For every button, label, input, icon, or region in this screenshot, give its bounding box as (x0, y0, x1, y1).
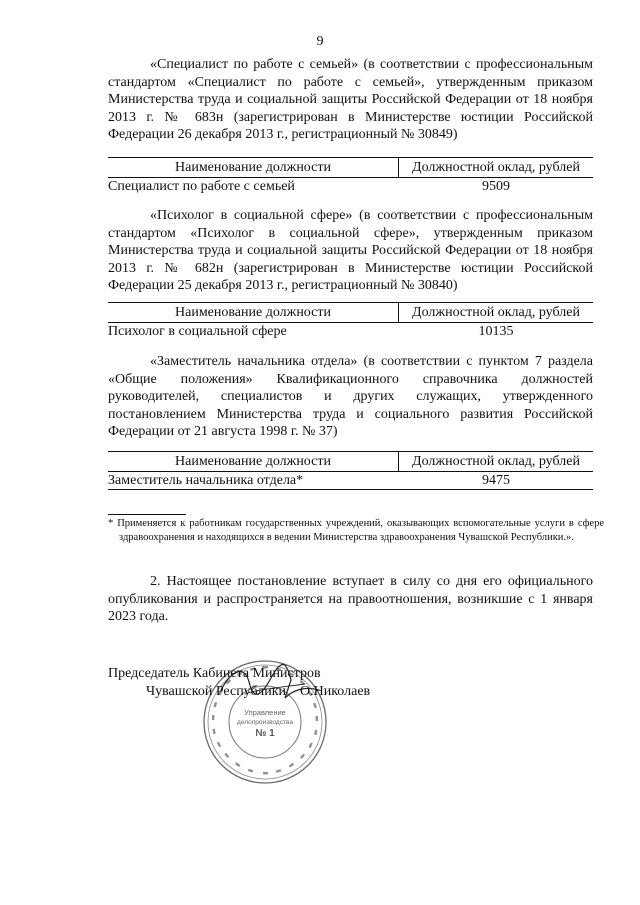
signatory-title: Председатель Кабинета Министров (108, 666, 321, 681)
header-salary: Должностной оклад, рублей (412, 160, 580, 175)
header-salary: Должностной оклад, рублей (412, 305, 580, 320)
footnote: * Применяется к работникам государственных учреждений, оказывающих вспомогательные услуги в сфере здравоохранения и находящихся в ведении Министерства здравоохранения Чувашской Республики.». (108, 518, 604, 543)
salary-table-specialist (108, 157, 593, 196)
stamp-number: № 1 (255, 728, 275, 739)
position-cell: Заместитель начальника отдела* (108, 473, 304, 488)
signatory-organization: Чувашской Республики (146, 684, 287, 699)
table-header (108, 302, 593, 323)
header-position: Наименование должности (175, 454, 331, 469)
paragraph-deputy: «Заместитель начальника отдела» (в соответствии с пунктом 7 раздела «Общие положения» Квалификационного справочника должностей руководителей, специалистов и других служащих, утвержденного постановлением Министерства труда и социального развития Российской Федерации от 21 августа 1998 г. № 37) (108, 354, 593, 440)
header-position: Наименование должности (175, 160, 331, 175)
table-header (108, 451, 593, 472)
salary-cell: 9509 (482, 179, 510, 194)
header-position: Наименование должности (175, 305, 331, 320)
stamp-center-line-1: Управление (244, 708, 286, 717)
salary-cell: 9475 (482, 473, 510, 488)
table-row (108, 472, 593, 490)
stamp-center-line-2: делопроизводства (237, 719, 293, 726)
salary-table-psychologist (108, 302, 593, 341)
signatory-name: О.Николаев (300, 684, 371, 699)
table-row (108, 323, 593, 341)
paragraph-specialist: «Специалист по работе с семьей» (в соответствии с профессиональным стандартом «Специалист по работе с семьей», утвержденным приказом Министерства труда и социальной защиты Российской Федерации от 18 ноября 2013 г. № 683н (зарегистрирован в Министерстве юстиции Российской Федерации 26 декабря 2013 г., регистрационный № 30849) (108, 57, 593, 143)
paragraph-effective-date: 2. Настоящее постановление вступает в силу со дня его официального опубликования и распространяется на правоотношения, возникшие с 1 января 2023 года. (108, 574, 593, 624)
position-cell: Психолог в социальной сфере (108, 324, 287, 339)
position-cell: Специалист по работе с семьей (108, 179, 295, 194)
paragraph-psychologist: «Психолог в социальной сфере» (в соответствии с профессиональным стандартом «Психолог в социальной сфере», утвержденным приказом Министерства труда и социальной защиты Российской Федерации от 18 ноября 2013 г. № 682н (зарегистрирован в Министерстве юстиции Российской Федерации 25 декабря 2013 г., регистрационный № 30840) (108, 208, 593, 294)
table-row (108, 178, 593, 196)
page-number: 9 (316, 34, 324, 49)
table-header (108, 157, 593, 178)
header-salary: Должностной оклад, рублей (412, 454, 580, 469)
salary-cell: 10135 (478, 324, 514, 339)
handwritten-signature (215, 660, 325, 715)
salary-table-deputy (108, 451, 593, 490)
footnote-rule (108, 514, 186, 515)
